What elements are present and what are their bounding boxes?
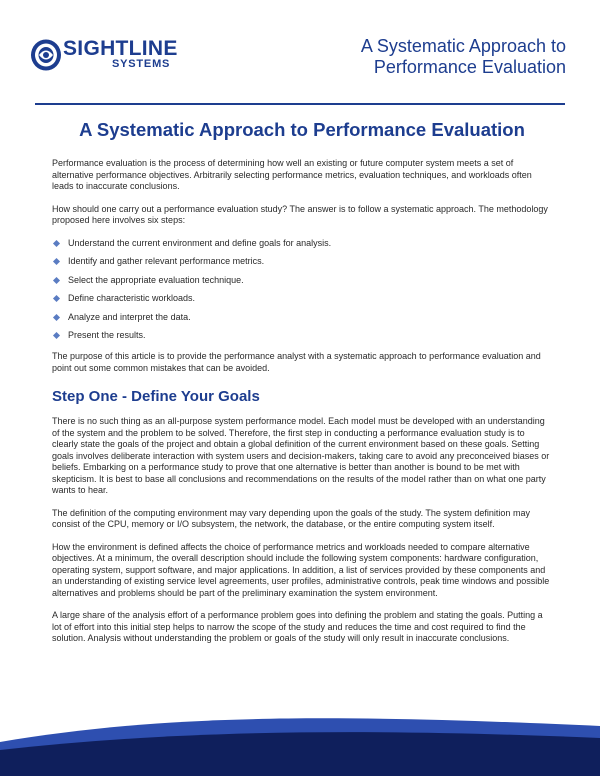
diamond-bullet-icon [53, 258, 60, 265]
header-title-line2: Performance Evaluation [373, 57, 566, 77]
section-paragraph-4: A large share of the analysis effort of a performance problem goes into defining the problem and stating the goals. Putting a lot of effort into this initial step helps to narrow the scope of the study and reduces the time and cost required to find the solution. Analysis without understanding the problem or goals of the study will only result in inaccurate conclusions. [52, 610, 543, 643]
intro-paragraph-3: The purpose of this article is to provide the performance analyst with a systematic approach to performance evaluation and point out some common mistakes that can be avoided. [52, 351, 541, 373]
list-item [52, 256, 552, 267]
list-item [52, 238, 552, 249]
page-header [0, 0, 600, 100]
step-text: Understand the current environment and define goals for analysis. [68, 237, 332, 248]
steps-list [52, 238, 552, 342]
step-text: Analyze and interpret the data. [68, 311, 191, 322]
step-text: Select the appropriate evaluation technique. [68, 274, 244, 285]
list-item [52, 293, 552, 304]
header-title-line1: A Systematic Approach to [360, 36, 566, 56]
logo-text-primary: SIGHTLINE [63, 37, 178, 60]
step-text: Define characteristic workloads. [68, 293, 196, 303]
document-title: A Systematic Approach to Performance Evaluation [79, 119, 525, 140]
section-paragraph-3: How the environment is defined affects the choice of performance metrics and workloads needed to compare alternative objectives. At a minimum, the overall description should include the following system components: hardware configuration, operating system, support software, and major applications. In addition, a list of services provided by these components and an understanding of existing service level agreements, user profiles, administrative controls, peak time windows and possible alternatives and problems should be part of the preliminary examination the system environment. [52, 541, 550, 598]
logo-text-secondary: SYSTEMS [112, 58, 171, 70]
diamond-bullet-icon [53, 276, 60, 283]
document-body [52, 118, 552, 656]
list-item [52, 330, 552, 341]
diamond-bullet-icon [53, 332, 60, 339]
logo-eye-icon [30, 38, 62, 72]
diamond-bullet-icon [53, 239, 60, 246]
diamond-bullet-icon [53, 295, 60, 302]
intro-paragraph-2: How should one carry out a performance evaluation study? The answer is to follow a systematic approach. The methodology proposed here involves six steps: [52, 203, 548, 225]
intro-paragraph-1: Performance evaluation is the process of determining how well an existing or future computer system meets a set of alternative performance objectives. Arbitrarily selecting performance metrics, evaluation techniques, and workloads often leads to inaccurate conclusions. [52, 158, 532, 191]
sightline-logo [30, 38, 205, 74]
list-item [52, 312, 552, 323]
footer-wave-banner [0, 712, 600, 776]
section-heading: Step One - Define Your Goals [52, 388, 260, 405]
section-paragraph-1: There is no such thing as an all-purpose system performance model. Each model must be developed with an understanding of the system and the problem to be solved. Therefore, the first step in conducting a performance evaluation study is to clearly state the goals of the project and obtain a global definition of the current environment based on these goals. Setting goals involves deliberate interaction with system users and decision-makers, taking care to avoid any preconceived biases or beliefs. Embarking on a performance study to prove that one alternative is better than another is bound to be met with skepticism. It is best to base all conclusions and recommendations on the results of the model rather than on what one party wants to hear. [52, 416, 550, 495]
header-divider [35, 103, 565, 105]
diamond-bullet-icon [53, 313, 60, 320]
section-paragraph-2: The definition of the computing environment may vary depending upon the goals of the study. The system definition may consist of the CPU, memory or I/O subsystem, the network, the database, or the entire computing system itself. [52, 507, 530, 529]
list-item [52, 275, 552, 286]
step-text: Present the results. [68, 330, 146, 340]
header-title [361, 36, 566, 78]
step-text: Identify and gather relevant performance metrics. [68, 256, 265, 266]
